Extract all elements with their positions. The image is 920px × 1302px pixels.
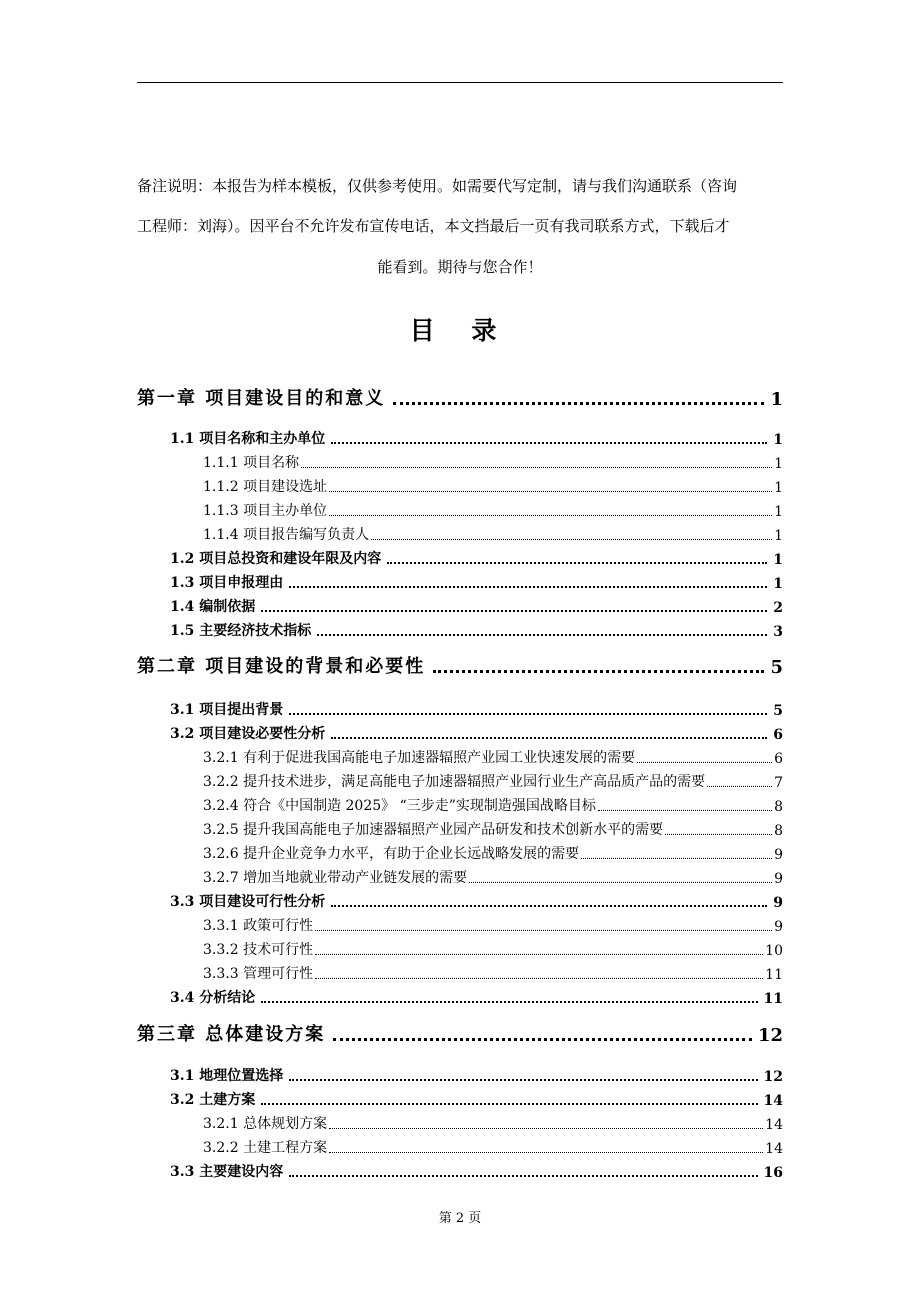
toc-entry-subsection[interactable] (203, 844, 783, 863)
toc-entry-label: 3.2.2 土建工程方案 (203, 1140, 328, 1156)
toc-entry-label: 1.2 项目总投资和建设年限及内容 (170, 551, 382, 567)
toc-entry-label: 1.3 项目申报理由 (170, 575, 284, 591)
toc-entry-subsection[interactable] (203, 964, 783, 983)
toc-entry-section[interactable] (170, 1090, 783, 1109)
toc-entry-label: 3.2.5 提升我国高能电子加速器辐照产业园产品研发和技术创新水平的需要 (203, 822, 664, 838)
toc-entry-label: 3.2.1 有利于促进我国高能电子加速器辐照产业园工业快速发展的需要 (203, 750, 636, 766)
toc-entry-label: 3.2.7 增加当地就业带动产业链发展的需要 (203, 870, 468, 886)
toc-entry-section[interactable] (170, 1066, 783, 1085)
toc-entry-label: 1.1.4 项目报告编写负责人 (203, 527, 370, 543)
toc-entry-section[interactable] (170, 549, 783, 568)
toc-entry-page: 12 (763, 1069, 783, 1085)
toc-entry-subsection[interactable] (203, 477, 783, 496)
toc-entry-page: 1 (773, 432, 783, 448)
toc-entry-section[interactable] (170, 621, 783, 640)
toc-entry-label: 3.4 分析结论 (170, 990, 256, 1006)
toc-entry-subsection[interactable] (203, 916, 783, 935)
toc-entry-label: 3.2 项目建设必要性分析 (170, 726, 326, 742)
toc-entry-label: 3.2.2 提升技术进步，满足高能电子加速器辐照产业园行业生产高品质产品的需要 (203, 774, 706, 790)
toc-entry-chapter[interactable] (137, 386, 783, 410)
page-number: 第 2 页 (438, 1211, 482, 1226)
toc-entry-label: 3.3 主要建设内容 (170, 1164, 284, 1180)
toc-entry-page: 11 (763, 991, 783, 1007)
toc-entry-label: 1.5 主要经济技术指标 (170, 623, 312, 639)
toc-entry-page: 11 (765, 967, 783, 983)
toc-entry-page: 6 (773, 727, 783, 743)
toc-entry-label: 第二章 项目建设的背景和必要性 (137, 656, 426, 677)
toc-entry-label: 1.1 项目名称和主办单位 (170, 431, 326, 447)
toc-entry-page: 5 (773, 703, 783, 719)
toc-entry-page: 8 (774, 823, 783, 839)
toc-entry-label: 3.2.6 提升企业竞争力水平，有助于企业长远战略发展的需要 (203, 846, 580, 862)
toc-entry-page: 3 (773, 624, 783, 640)
note-line-1: 备注说明：本报告为样本模板，仅供参考使用。如需要代写定制，请与我们沟通联系（咨询 (137, 177, 738, 195)
toc-entry-subsection[interactable] (203, 525, 783, 544)
toc-entry-page: 9 (773, 895, 783, 911)
toc-entry-label: 3.1 项目提出背景 (170, 702, 284, 718)
toc-entry-page: 1 (773, 552, 783, 568)
toc-entry-page: 1 (774, 528, 783, 544)
header-rule (137, 82, 783, 83)
toc-entry-subsection[interactable] (203, 501, 783, 520)
toc-entry-section[interactable] (170, 429, 783, 448)
toc-entry-page: 14 (765, 1141, 783, 1157)
toc-entry-page: 14 (763, 1093, 783, 1109)
toc-entry-label: 3.3.2 技术可行性 (203, 942, 314, 958)
toc-entry-section[interactable] (170, 573, 783, 592)
toc-entry-subsection[interactable] (203, 940, 783, 959)
toc-entry-label: 第一章 项目建设目的和意义 (137, 388, 386, 409)
toc-entry-page: 2 (773, 600, 783, 616)
toc-entry-page: 1 (774, 504, 783, 520)
toc-entry-subsection[interactable] (203, 820, 783, 839)
toc-entry-page: 12 (757, 1025, 783, 1046)
toc-entry-section[interactable] (170, 700, 783, 719)
toc-entry-label: 3.1 地理位置选择 (170, 1068, 284, 1084)
toc-entry-page: 6 (774, 751, 783, 767)
toc-title: 目 录 (409, 316, 511, 345)
toc-entry-subsection[interactable] (203, 796, 783, 815)
toc-entry-label: 1.1.1 项目名称 (203, 455, 300, 471)
note-line-3: 能看到。期待与您合作！ (377, 258, 543, 276)
toc-entry-subsection[interactable] (203, 1114, 783, 1133)
toc-entry-label: 3.3 项目建设可行性分析 (170, 894, 326, 910)
toc-entry-subsection[interactable] (203, 1138, 783, 1157)
toc-entry-page: 1 (770, 389, 783, 410)
toc-entry-label: 1.1.2 项目建设选址 (203, 479, 328, 495)
toc-entry-chapter[interactable] (137, 654, 783, 678)
toc-entry-page: 9 (774, 919, 783, 935)
toc-entry-page: 1 (774, 456, 783, 472)
toc-entry-label: 3.3.1 政策可行性 (203, 918, 314, 934)
toc-entry-label: 1.1.3 项目主办单位 (203, 503, 328, 519)
toc-entry-page: 9 (774, 847, 783, 863)
toc-entry-page: 16 (763, 1165, 783, 1181)
toc-entry-label: 3.2.1 总体规划方案 (203, 1116, 328, 1132)
toc-entry-label: 3.3.3 管理可行性 (203, 966, 314, 982)
toc-entry-page: 7 (774, 775, 783, 791)
toc-entry-page: 14 (765, 1117, 783, 1133)
note-line-2: 工程师：刘海）。因平台不允许发布宣传电话，本文挡最后一页有我司联系方式，下载后才 (137, 217, 730, 235)
toc-entry-subsection[interactable] (203, 748, 783, 767)
toc-entry-page: 9 (774, 871, 783, 887)
toc-entry-label: 3.2.4 符合《中国制造 2025》 “三步走”实现制造强国战略目标 (203, 798, 596, 814)
toc-entry-page: 1 (774, 480, 783, 496)
toc-entry-section[interactable] (170, 724, 783, 743)
toc-entry-subsection[interactable] (203, 772, 783, 791)
toc-entry-subsection[interactable] (203, 868, 783, 887)
toc-entry-section[interactable] (170, 597, 783, 616)
toc-entry-section[interactable] (170, 988, 783, 1007)
toc-entry-chapter[interactable] (137, 1022, 783, 1046)
toc-entry-label: 1.4 编制依据 (170, 599, 256, 615)
toc-entry-label: 第三章 总体建设方案 (137, 1024, 326, 1045)
toc-entry-section[interactable] (170, 1162, 783, 1181)
toc-entry-page: 1 (773, 576, 783, 592)
toc-entry-page: 10 (765, 943, 783, 959)
toc-entry-page: 8 (774, 799, 783, 815)
toc-entry-label: 3.2 土建方案 (170, 1092, 256, 1108)
toc-entry-page: 5 (770, 657, 783, 678)
toc-entry-section[interactable] (170, 892, 783, 911)
toc-entry-subsection[interactable] (203, 453, 783, 472)
